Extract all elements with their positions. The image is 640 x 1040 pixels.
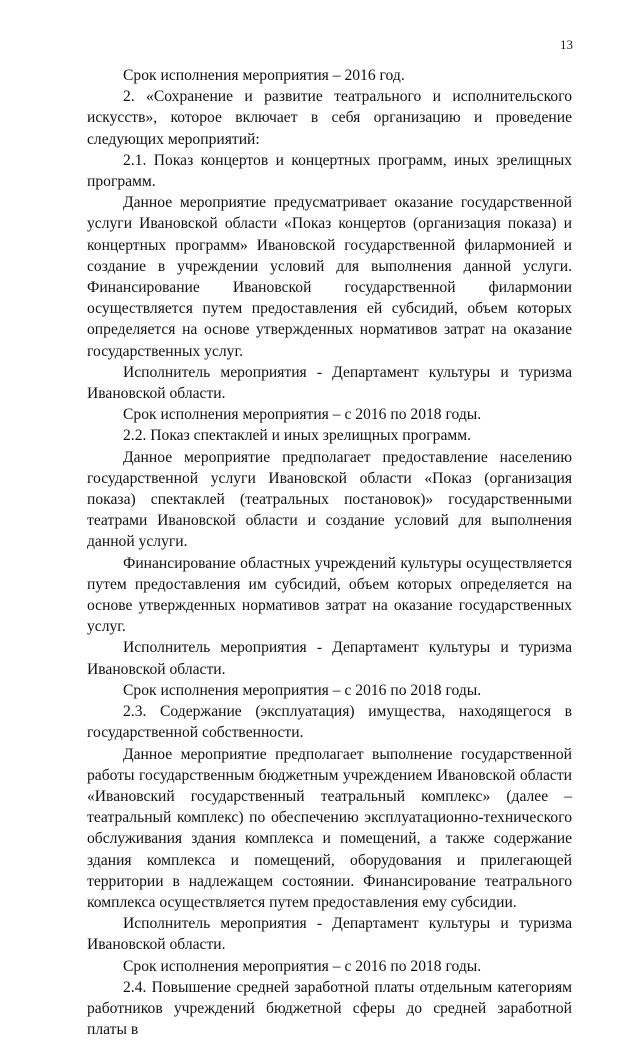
paragraph-deadline: Срок исполнения мероприятия – с 2016 по 2018 годы. bbox=[123, 406, 482, 424]
paragraph-item-2-3: 2.3. Содержание (эксплуатация) имущества, находящегося в государственной собственности. bbox=[87, 703, 572, 742]
document-body bbox=[87, 65, 572, 1040]
paragraph-item-2-3-description: Данное мероприятие предполагает выполнение государственной работы государственным бюджетным учреждением Ивановской области «Ивановский государственный театральный комплекс» (далее – театральный комплекс) по обеспечению эксплуатационно-технического обслуживания здания комплекса и помещений, а также содержание здания комплекса и помещений, оборудования и прилегающей территории в надлежащем состоянии. Финансирование театрального комплекса осуществляется путем предоставления ему субсидии. bbox=[87, 745, 572, 911]
paragraph-deadline: Срок исполнения мероприятия – с 2016 по 2018 годы. bbox=[123, 681, 482, 699]
paragraph-item-2-1: 2.1. Показ концертов и концертных программ, иных зрелищных программ. bbox=[87, 151, 572, 191]
paragraph-item-2-2: 2.2. Показ спектаклей и иных зрелищных программ. bbox=[123, 427, 471, 445]
paragraph-executor: Исполнитель мероприятия - Департамент культуры и туризма Ивановской области. bbox=[87, 639, 572, 678]
paragraph-item-2-1-description: Данное мероприятие предусматривает оказание государственной услуги Ивановской области «Показ концертов (организация показа) и концертных программ» Ивановской государственной филармонией и создание в учреждении условий для выполнения данной услуги. Финансирование Ивановской государственной филармонии осуществляется путем предоставления ей субсидий, объем которых определяется на основе утвержденных нормативов затрат на оказание государственных услуг. bbox=[87, 194, 572, 360]
page-number: 13 bbox=[560, 37, 573, 52]
paragraph-executor: Исполнитель мероприятия - Департамент культуры и туризма Ивановской области. bbox=[87, 363, 572, 403]
paragraph-deadline: Срок исполнения мероприятия – с 2016 по 2018 годы. bbox=[123, 957, 482, 975]
paragraph-executor: Исполнитель мероприятия - Департамент культуры и туризма Ивановской области. bbox=[87, 915, 572, 954]
paragraph-financing: Финансирование областных учреждений культуры осуществляется путем предоставления им субсидий, объем которых определяется на основе утвержденных нормативов затрат на оказание государственных услуг. bbox=[87, 554, 572, 636]
paragraph-item-2-2-description: Данное мероприятие предполагает предоставление населению государственной услуги Ивановской области «Показ (организация показа) спектаклей (театральных постановок)» государственными театрами Ивановской области и создание условий для выполнения данной услуги. bbox=[87, 448, 572, 551]
paragraph-deadline-2016: Срок исполнения мероприятия – 2016 год. bbox=[123, 67, 405, 84]
paragraph-section-2-heading: 2. «Сохранение и развитие театрального и исполнительского искусств», которое включает в себя организацию и проведение следующих мероприятий: bbox=[87, 88, 572, 148]
paragraph-item-2-4: 2.4. Повышение средней заработной платы отдельным категориям работников учреждений бюджетной сферы до средней заработной платы в bbox=[87, 978, 572, 1039]
